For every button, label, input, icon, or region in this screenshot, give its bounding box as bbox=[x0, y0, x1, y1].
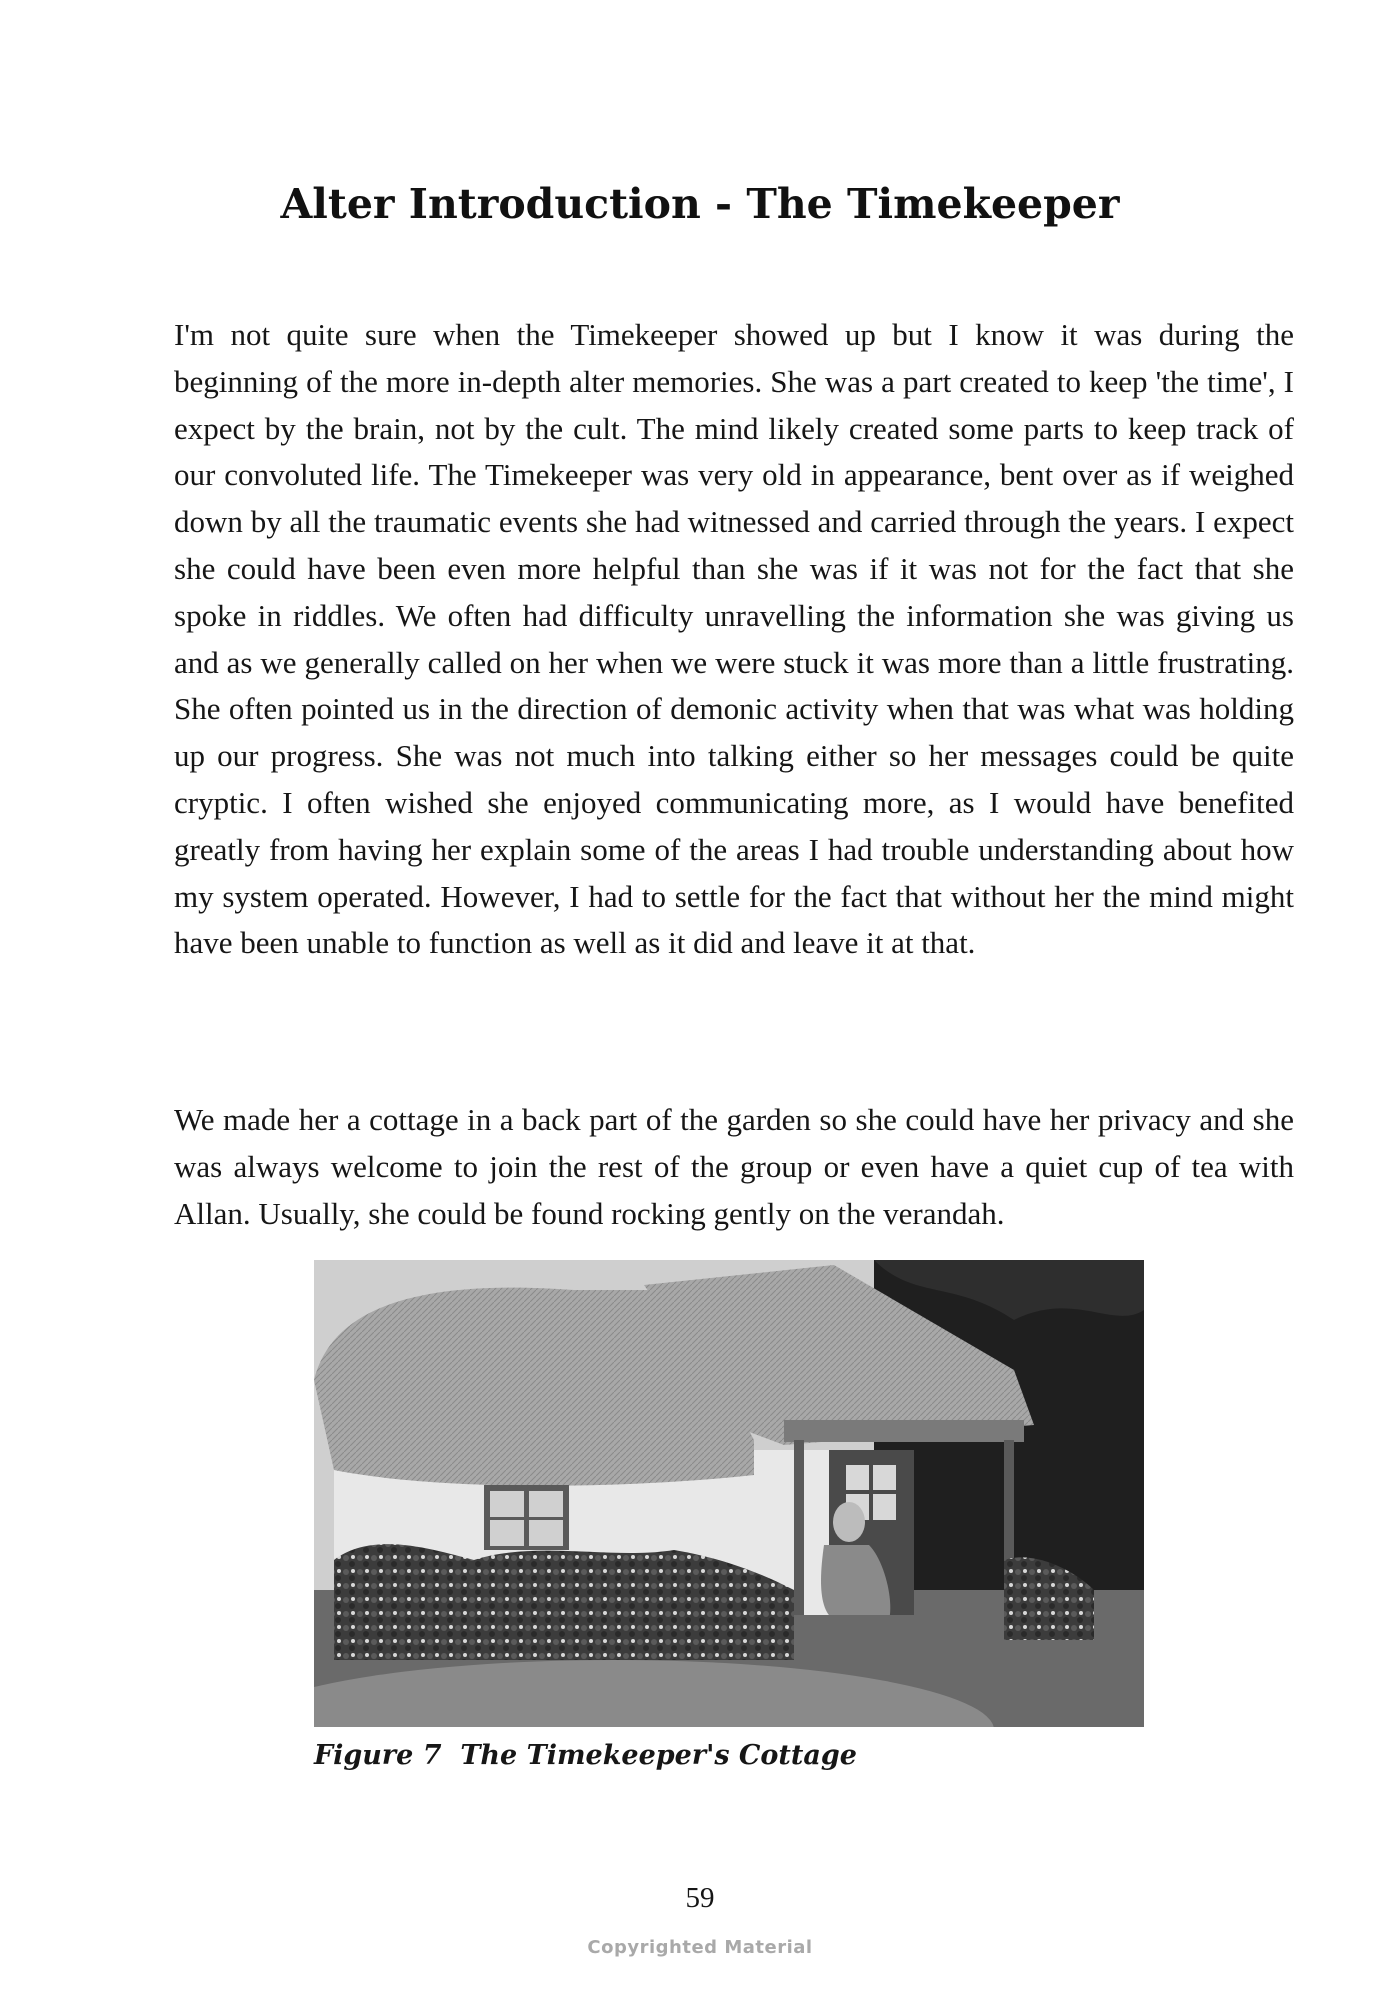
copyright-footer: Copyrighted Material bbox=[587, 1937, 813, 1958]
body-paragraph-1: I'm not quite sure when the Timekeeper showed up but I know it was during the beginning of the more in-depth alter memories. She was a part created to keep 'the time', I expect by the brain, not by the cult. The mind likely created some parts to keep track of our convoluted life. The Timekeeper was very old in appearance, bent over as if weighed down by all the traumatic events she had witnessed and carried through the years. I expect she could have been even more helpful than she was if it was not for the fact that she spoke in riddles. We often had difficulty unravelling the information she was giving us and as we generally called on her when we were stuck it was more than a little frustrating. She often pointed us in the direction of demonic activity when that was what was holding up our progress. She was not much into talking either so her messages could be quite cryptic. I often wished she enjoyed communicating more, as I would have benefited greatly from having her explain some of the areas I had trouble understanding about how my system operated. However, I had to settle for the fact that without her the mind might have been unable to function as well as it did and leave it at that. bbox=[174, 317, 1294, 961]
figure-caption: Figure 7 The Timekeeper's Cottage bbox=[314, 1740, 857, 1771]
cottage-photo bbox=[314, 1260, 1144, 1727]
page-title: Alter Introduction - The Timekeeper bbox=[280, 180, 1120, 228]
page-number: 59 bbox=[685, 1882, 715, 1914]
body-paragraph-2: We made her a cottage in a back part of the garden so she could have her privacy and she was always welcome to join the rest of the group or even have a quiet cup of tea with Allan. Usually, she could be found rocking gently on the verandah. bbox=[174, 1102, 1294, 1231]
